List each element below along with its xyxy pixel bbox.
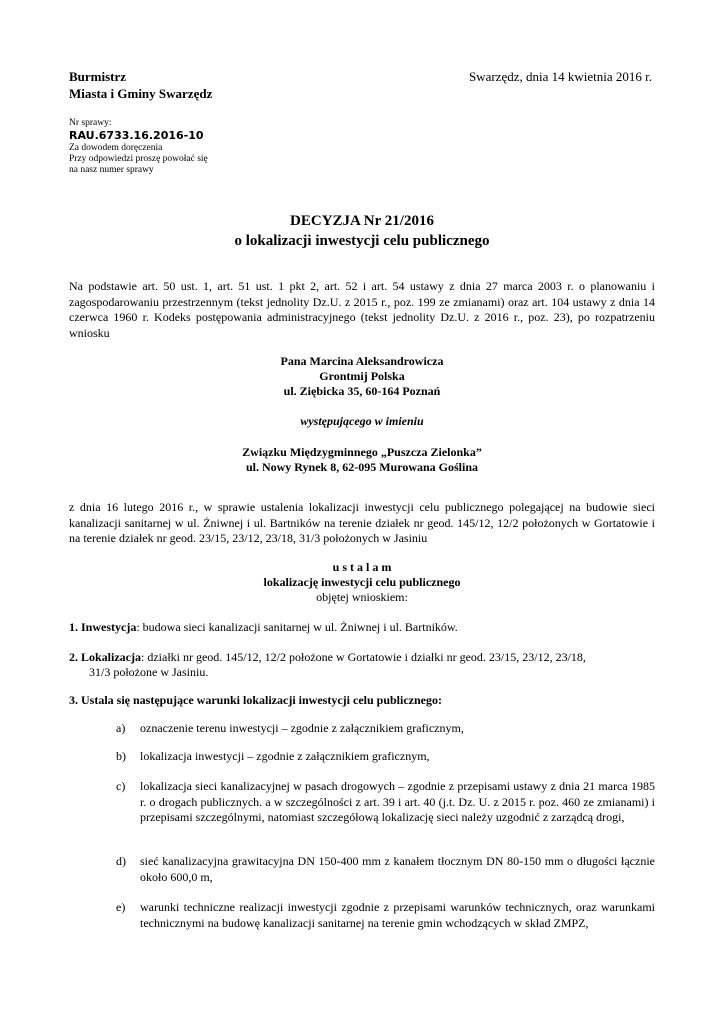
condition-e-text: warunki techniczne realizacji inwestycji zgodnie z przepisami warunków technicznych, oraz warunkami technicznymi na budowę kanalizacji sanitarnej na terenie gmin wchodzących w skład ZMPZ,: [140, 900, 655, 930]
authority-line-2: Miasta i Gminy Swarzędz: [69, 86, 213, 101]
condition-b-text: lokalizacja inwestycji – zgodnie z załącznikiem graficznym,: [140, 749, 430, 763]
decision-subtitle: o lokalizacji inwestycji celu publicznego: [234, 233, 490, 249]
case-number: RAU.6733.16.2016-10: [69, 129, 204, 142]
decision-scope-note: objętej wnioskiem:: [316, 590, 408, 604]
item-location-text: : działki nr geod. 145/12, 12/2 położone w Gortatowie i działki nr geod. 23/15, 23/12, 23/18,: [141, 650, 586, 664]
condition-c-letter: c): [116, 779, 126, 793]
condition-d-text: sieć kanalizacyjna grawitacyjna DN 150-400 mm z kanałem tłocznym DN 80-150 mm o długości łącznie około 600,0 m,: [140, 854, 655, 884]
principal-name: Związku Międzygminnego „Puszcza Zielonka”: [242, 445, 482, 459]
decision-title: DECYZJA Nr 21/2016: [290, 213, 434, 229]
applicant-name: Pana Marcina Aleksandrowicza: [280, 354, 444, 368]
item-location-text-cont: 31/3 położone w Jasiniu.: [89, 665, 209, 679]
legal-basis-paragraph: Na podstawie art. 50 ust. 1, art. 51 ust. 1 pkt 2, art. 52 i art. 54 ustawy z dnia 27 marca 2003 r. o planowaniu i zagospodarowaniu przestrzennym (tekst jednolity Dz.U. z 2015 r., poz. 199 ze zmianami) oraz art. 104 ustawy z dnia 14 czerwca 1960 r. Kodeks postępowania administracyjnego (tekst jednolity Dz.U. z 2016 r., poz. 23), po rozpatrzeniu wniosku: [69, 279, 655, 340]
principal-address: ul. Nowy Rynek 8, 62-095 Murowana Goślina: [245, 460, 479, 474]
decision-scope: lokalizację inwestycji celu publicznego: [263, 575, 461, 589]
reference-note-1: Przy odpowiedzi proszę powołać się: [69, 154, 208, 164]
item-location: [69, 650, 655, 666]
item-conditions-heading: 3. Ustala się następujące warunki lokalizacji inwestycji celu publicznego:: [69, 693, 442, 707]
request-paragraph: z dnia 16 lutego 2016 r., w sprawie ustalenia lokalizacji inwestycji celu publicznego polegającej na budowie sieci kanalizacji sanitarnej w ul. Żniwnej i ul. Bartników na terenie działek nr geod. 145/12, 12/2 położonych w Gortatowie i na terenie działek nr geod. 23/15, 23/12, 23/18, 31/3 położonych w Jasiniu: [69, 500, 655, 545]
authority-line-1: Burmistrz: [69, 69, 127, 84]
condition-d-letter: d): [116, 854, 126, 868]
place-date: Swarzędz, dnia 14 kwietnia 2016 r.: [468, 69, 652, 84]
acting-on-behalf: występującego w imieniu: [300, 414, 424, 428]
item-investment-label: 1. Inwestycja: [69, 620, 137, 634]
item-investment-text: : budowa sieci kanalizacji sanitarnej w ul. Żniwnej i ul. Bartników.: [136, 620, 458, 634]
item-location-label: 2. Lokalizacja: [69, 650, 141, 664]
decision-word: u s t a l a m: [332, 560, 392, 574]
delivery-note: Za dowodem doręczenia: [69, 143, 163, 153]
condition-a-letter: a): [116, 721, 126, 735]
applicant-company: Grontmij Polska: [319, 369, 405, 383]
item-investment: [69, 620, 655, 636]
condition-c-text: lokalizacja sieci kanalizacyjnej w pasach drogowych – zgodnie z przepisami ustawy z dnia 21 marca 1985 r. o drogach publicznych. a w szczególności z art. 39 i art. 40 (j.t. Dz. U. z 2015 r. poz. 460 ze zmianami) i przepisami szczególnymi, natomiast szczegółową lokalizację sieci należy uzgodnić z zarządcą drogi,: [140, 779, 655, 824]
condition-a-text: oznaczenie terenu inwestycji – zgodnie z załącznikiem graficznym,: [140, 721, 464, 735]
condition-e-letter: e): [116, 900, 126, 914]
reference-note-2: na nasz numer sprawy: [69, 165, 154, 175]
applicant-address: ul. Ziębicka 35, 60-164 Poznań: [283, 384, 441, 398]
condition-b-letter: b): [116, 749, 126, 763]
case-label: Nr sprawy:: [69, 118, 112, 128]
